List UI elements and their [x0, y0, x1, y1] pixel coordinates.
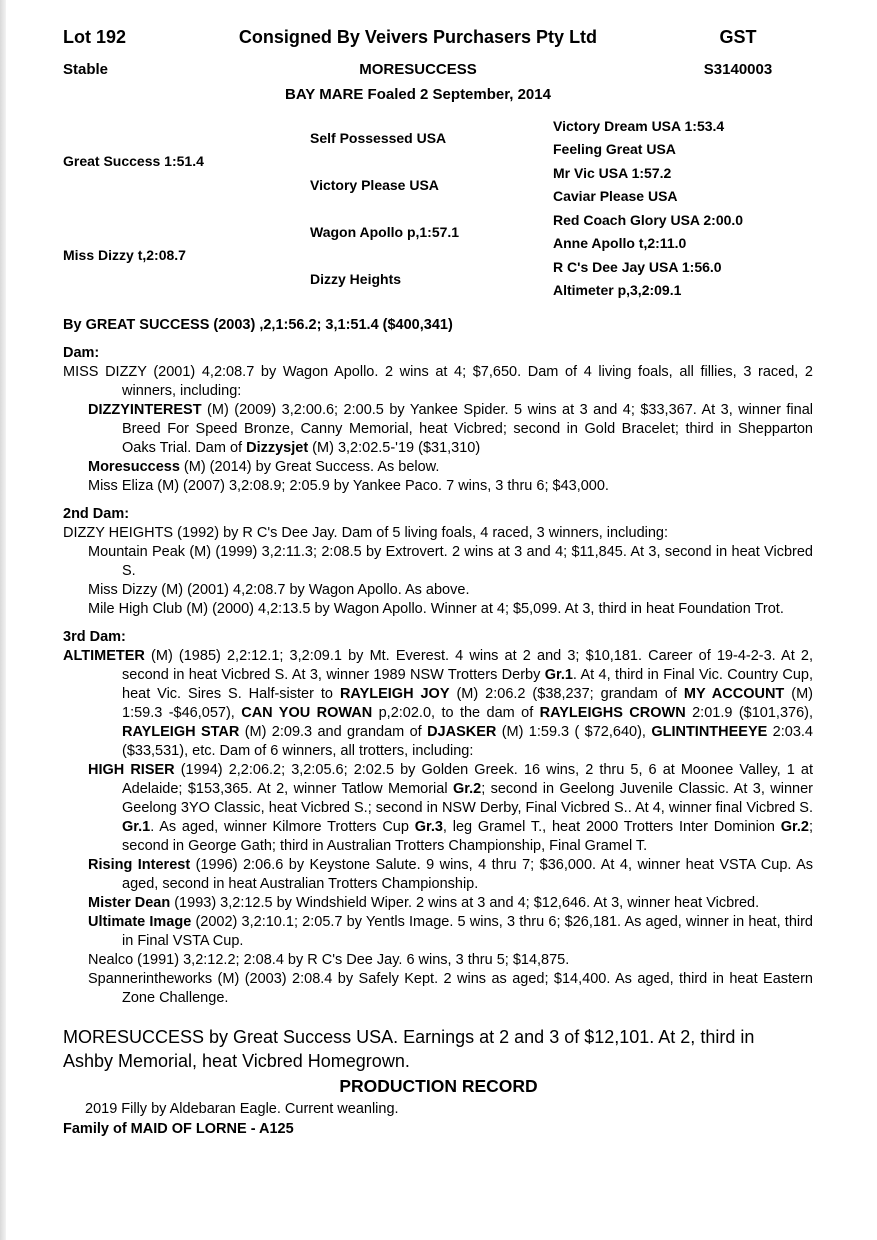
pedigree-note-paragraph: MISS DIZZY (2001) 4,2:08.7 by Wagon Apollo. 2 wins at 4; $7,650. Dam of 4 living foals, all fillies, 3 raced, 2 winners, including: [63, 364, 813, 399]
sale-code: S3140003 [703, 61, 773, 78]
horse-summary: MORESUCCESS by Great Success USA. Earnings at 2 and 3 of $12,101. At 2, third in Ashby Memorial, heat Vicbred Homegrown. [63, 1027, 755, 1071]
pedigree-note-paragraph: Miss Eliza (M) (2007) 3,2:08.9; 2:05.9 by Yankee Paco. 7 wins, 3 thru 6; $43,000. [88, 478, 609, 494]
pedigree-note-paragraph: Nealco (1991) 3,2:12.2; 2:08.4 by R C's Dee Jay. 6 wins, 3 thru 5; $14,875. [88, 952, 570, 968]
horse-name: MORESUCCESS [359, 61, 477, 78]
pedigree-gen3-entry: Mr Vic USA 1:57.2 [553, 164, 672, 181]
pedigree-sire-sire: Self Possessed USA [310, 129, 447, 146]
pedigree-note-paragraph: Spannerintheworks (M) (2003) 2:08.4 by Safely Kept. 2 wins as aged; $14,400. As aged, third in heat Eastern Zone Challenge. [88, 971, 813, 1006]
production-record-entry: 2019 Filly by Aldebaran Eagle. Current weanling. [85, 1101, 399, 1117]
gst-label: GST [719, 27, 757, 47]
pedigree-dam: Miss Dizzy t,2:08.7 [63, 247, 186, 263]
pedigree-dam-sire: Wagon Apollo p,1:57.1 [310, 223, 460, 240]
pedigree-sire: Great Success 1:51.4 [63, 153, 204, 169]
pedigree-note-paragraph: HIGH RISER (1994) 2,2:06.2; 3,2:05.6; 2:02.5 by Golden Greek. 16 wins, 2 thru 5, 6 at Moonee Valley, 1 at Adelaide; $153,365. At 2, winner Tatlow Memorial Gr.2; second in Geelong Juvenile Classic. At 3, winner Geelong 3YO Classic, heat Vicbred S.; second in NSW Derby, Final Vicbred S.. At 4, winner final Vicbred S. Gr.1. As aged, winner Kilmore Trotters Cup Gr.3, leg Gramel T., heat 2000 Trotters Inter Dominion Gr.2; second in George Gath; third in Australian Trotters Championship, Final Gramel T. [88, 762, 814, 854]
third-dam-section [63, 628, 813, 1008]
pedigree-gen3-entry: Caviar Please USA [553, 188, 678, 205]
pedigree-note-paragraph: ALTIMETER (M) (1985) 2,2:12.1; 3,2:09.1 by Mt. Everest. 4 wins at 2 and 3; $10,181. Career of 19-4-2-3. At 2, second in heat Vicbred S. At 3, winner 1989 NSW Trotters Derby Gr.1. At 4, third in Final Vic. Country Cup, heat Vic. Sires S. Half-sister to RAYLEIGH JOY (M) 2:06.2 ($38,237; grandam of MY ACCOUNT (M) 1:59.3 -$46,057), CAN YOU ROWAN p,2:02.0, to the dam of RAYLEIGHS CROWN 2:01.9 ($101,376), RAYLEIGH STAR (M) 2:09.3 and grandam of DJASKER (M) 1:59.3 ( $72,640), GLINTINTHEEYE 2:03.4 ($33,531), etc. Dam of 6 winners, all trotters, including: [63, 648, 814, 759]
production-record-heading: PRODUCTION RECORD [339, 1076, 538, 1096]
pedigree-note-paragraph: Mile High Club (M) (2000) 4,2:13.5 by Wagon Apollo. Winner at 4; $5,099. At 3, third in heat Foundation Trot. [88, 601, 784, 617]
scan-edge-artifact [0, 0, 6, 1240]
pedigree-note-paragraph: DIZZY HEIGHTS (1992) by R C's Dee Jay. Dam of 5 living foals, 4 raced, 3 winners, including: [63, 525, 669, 541]
pedigree-note-paragraph: DIZZYINTEREST (M) (2009) 3,2:00.6; 2:00.5 by Yankee Spider. 5 wins at 3 and 4; $33,367. At 3, winner final Breed For Speed Bronze, Canny Memorial, heat Vicbred; second in Gold Bracelet; third in Shepparton Oaks Trial. Dam of Dizzysjet (M) 3,2:02.5-'19 ($31,310) [88, 402, 813, 456]
sire-record-line: By GREAT SUCCESS (2003) ,2,1:56.2; 3,1:51.4 ($400,341) [63, 317, 453, 333]
section-heading: 2nd Dam: [63, 506, 130, 522]
pedigree-note-paragraph: Mister Dean (1993) 3,2:12.5 by Windshield Wiper. 2 wins at 3 and 4; $12,646. At 3, winner heat Vicbred. [88, 895, 760, 911]
pedigree-gen3-entry: Anne Apollo t,2:11.0 [553, 235, 687, 252]
pedigree-dam-dam: Dizzy Heights [310, 270, 402, 287]
pedigree-note-paragraph: Mountain Peak (M) (1999) 3,2:11.3; 2:08.5 by Extrovert. 2 wins at 3 and 4; $11,845. At 3, second in heat Vicbred S. [88, 544, 813, 579]
pedigree-gen3-entry: R C's Dee Jay USA 1:56.0 [553, 258, 722, 275]
pedigree-sire-dam: Victory Please USA [310, 176, 439, 193]
stable-label: Stable [63, 61, 109, 78]
pedigree-note-paragraph: Miss Dizzy (M) (2001) 4,2:08.7 by Wagon Apollo. As above. [88, 582, 470, 598]
page-header [0, 0, 877, 108]
family-line: Family of MAID OF LORNE - A125 [63, 1121, 294, 1137]
section-heading: 3rd Dam: [63, 629, 126, 645]
pedigree-note-paragraph: Moresuccess (M) (2014) by Great Success. As below. [88, 459, 440, 475]
pedigree-gen3-entry: Feeling Great USA [553, 141, 676, 158]
section-heading: Dam: [63, 345, 100, 361]
lot-number: Lot 192 [63, 27, 127, 47]
pedigree-table [63, 114, 813, 302]
pedigree-note-paragraph: Rising Interest (1996) 2:06.6 by Keystone Salute. 9 wins, 4 thru 7; $36,000. At 4, winner heat VSTA Cup. As aged, second in heat Australian Trotters Championship. [88, 857, 814, 892]
foaled-line: BAY MARE Foaled 2 September, 2014 [285, 86, 551, 103]
pedigree-gen3-entry: Victory Dream USA 1:53.4 [553, 117, 725, 134]
dam-section [63, 344, 813, 496]
pedigree-gen3-entry: Red Coach Glory USA 2:00.0 [553, 211, 744, 228]
pedigree-gen3-entry: Altimeter p,3,2:09.1 [553, 282, 682, 299]
consignor-title: Consigned By Veivers Purchasers Pty Ltd [238, 27, 598, 47]
pedigree-note-paragraph: Ultimate Image (2002) 3,2:10.1; 2:05.7 by Yentls Image. 5 wins, 3 thru 6; $26,181. As aged, winner in heat, third in Final VSTA Cup. [88, 914, 813, 949]
second-dam-section [63, 505, 813, 619]
